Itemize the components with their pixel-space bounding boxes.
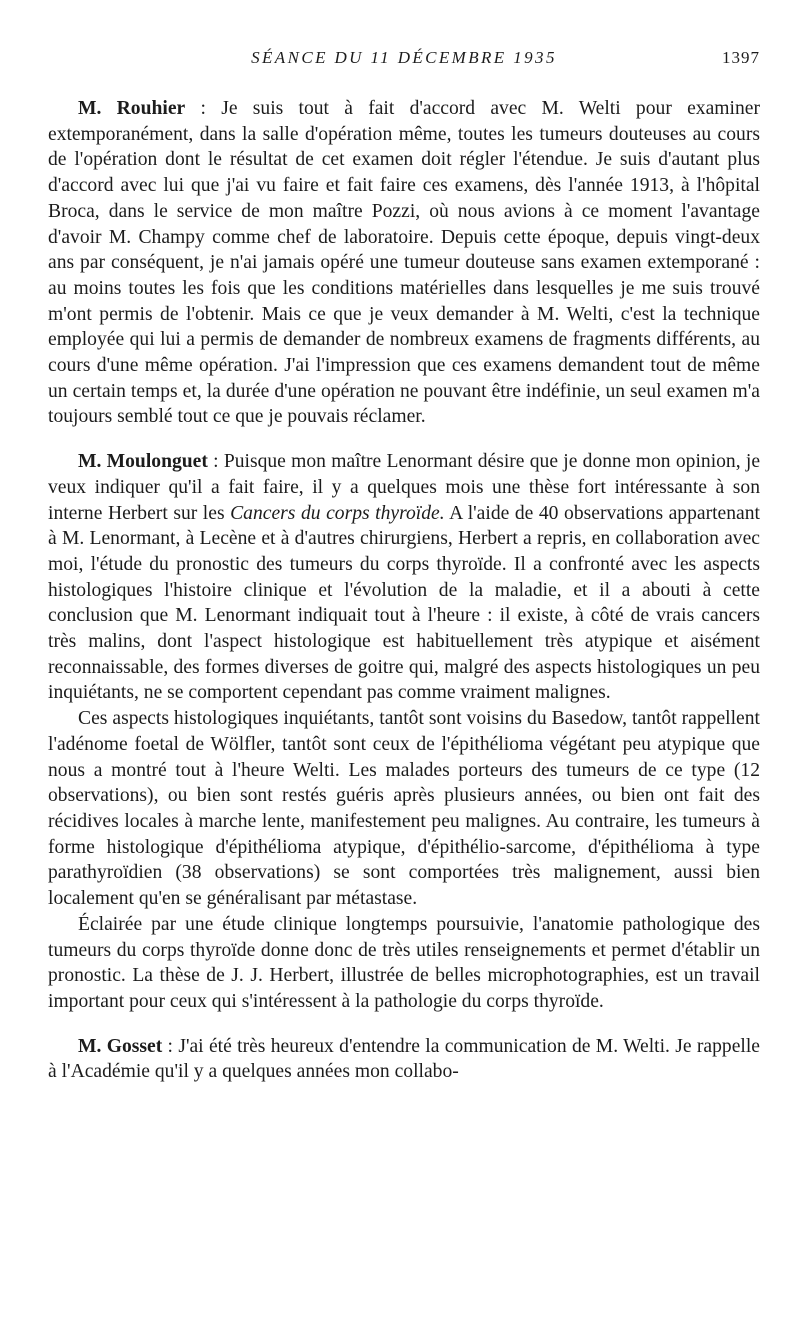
paragraph-moulonguet bbox=[48, 449, 760, 706]
speaker-name: M. Rouhier bbox=[78, 98, 186, 119]
body-text bbox=[48, 96, 760, 1085]
paragraph-gosset bbox=[48, 1034, 760, 1085]
speaker-name: M. Gosset bbox=[78, 1035, 163, 1057]
paragraph-conclusion bbox=[48, 912, 760, 1015]
paragraph-text: A l'aide de 40 observations appartenant à M. Lenormant, à Lecène et à d'autres chirurgiens, Herbert a repris, en collaboration avec moi, l'étude du pronostic des tumeurs du corps thyroïde. Il a confronté avec les aspects histologiques l'histoire clinique et l'évolution de la maladie, et il a abouti à cette conclusion que M. Lenormant indiquait tout à l'heure : il existe, à côté de vrais cancers très malins, dont l'aspect histologique est habituellement très atypique et aisément reconnaissable, des formes diverses de goitre qui, malgré des aspects histologiques un peu inquiétants, ne se comportent cependant pas comme vraiment malignes. bbox=[48, 502, 760, 704]
page-number: 1397 bbox=[722, 48, 760, 67]
thesis-title: Cancers du corps thyroïde. bbox=[230, 502, 445, 524]
running-title: SÉANCE DU 11 DÉCEMBRE 1935 bbox=[251, 48, 557, 67]
paragraph-text: : Puisque mon maître Lenormant désire que je donne mon opinion, je veux indiquer qu'il a fait faire, il y a quelques mois une thèse fort intéressante à son interne Herbert sur les bbox=[48, 451, 761, 524]
paragraph-histology bbox=[48, 706, 760, 912]
paragraph-text: Éclairée par une étude clinique longtemps poursuivie, l'anatomie pathologique des tumeurs du corps thyroïde donne donc de très utiles renseignements et permet d'établir un pronostic. La thèse de J. J. Herbert, illustrée de belles microphotographies, est un travail important pour ceux qui s'intéressent à la pathologie du corps thyroïde. bbox=[48, 913, 760, 1012]
paragraph-text: : Je suis tout à fait d'accord avec M. Welti pour examiner extemporanément, dans la salle d'opération même, toutes les tumeurs douteuses au cours de l'opération dont le résultat de cet examen doit régler l'étendue. Je suis d'autant plus d'accord avec lui que j'ai vu faire et fait faire ces examens, dès l'année 1913, à l'hôpital Broca, dans le service de mon maître Pozzi, où nous avions à ce moment l'avantage d'avoir M. Champy comme chef de laboratoire. Depuis cette époque, depuis vingt-deux ans par conséquent, je n'ai jamais opéré une tumeur douteuse sans examen extemporané : au moins toutes les fois que les conditions matérielles dans lesquelles je me suis trouvé m'ont permis de l'obtenir. Mais ce que je veux demander à M. Welti, c'est la technique employée qui lui a permis de demander de nombreux examens de fragments différents, au cours d'une même opération. J'ai l'impression que ces examens demandent tout de même un certain temps et, la durée d'une opération ne pouvant être indéfinie, un seul examen m'a toujours semblé tout ce que je pouvais réclamer. bbox=[48, 98, 760, 428]
paragraph-text: : J'ai été très heureux d'entendre la communication de M. Welti. Je rappelle à l'Académie qu'il y a quelques années mon collabo- bbox=[48, 1035, 760, 1083]
running-head bbox=[48, 48, 760, 78]
speaker-name: M. Moulonguet bbox=[78, 451, 208, 473]
paragraph-rouhier bbox=[48, 96, 760, 430]
paragraph-text: Ces aspects histologiques inquiétants, tantôt sont voisins du Basedow, tantôt rappellent l'adénome foetal de Wölfler, tantôt sont ceux de l'épithélioma végétant peu atypique que nous a montré tout à l'heure Welti. Les malades porteurs des tumeurs de ce type (12 observations), ou bien sont restés guéris après plusieurs années, ou bien ont fait des récidives locales à marche lente, manifestement peu malignes. Au contraire, les tumeurs à forme histologique d'épithélioma atypique, d'épithélio-sarcome, d'épithélioma à type parathyroïdien (38 observations) se sont comportées très malignement, aussi bien localement qu'en se généralisant par métastase. bbox=[48, 708, 760, 910]
